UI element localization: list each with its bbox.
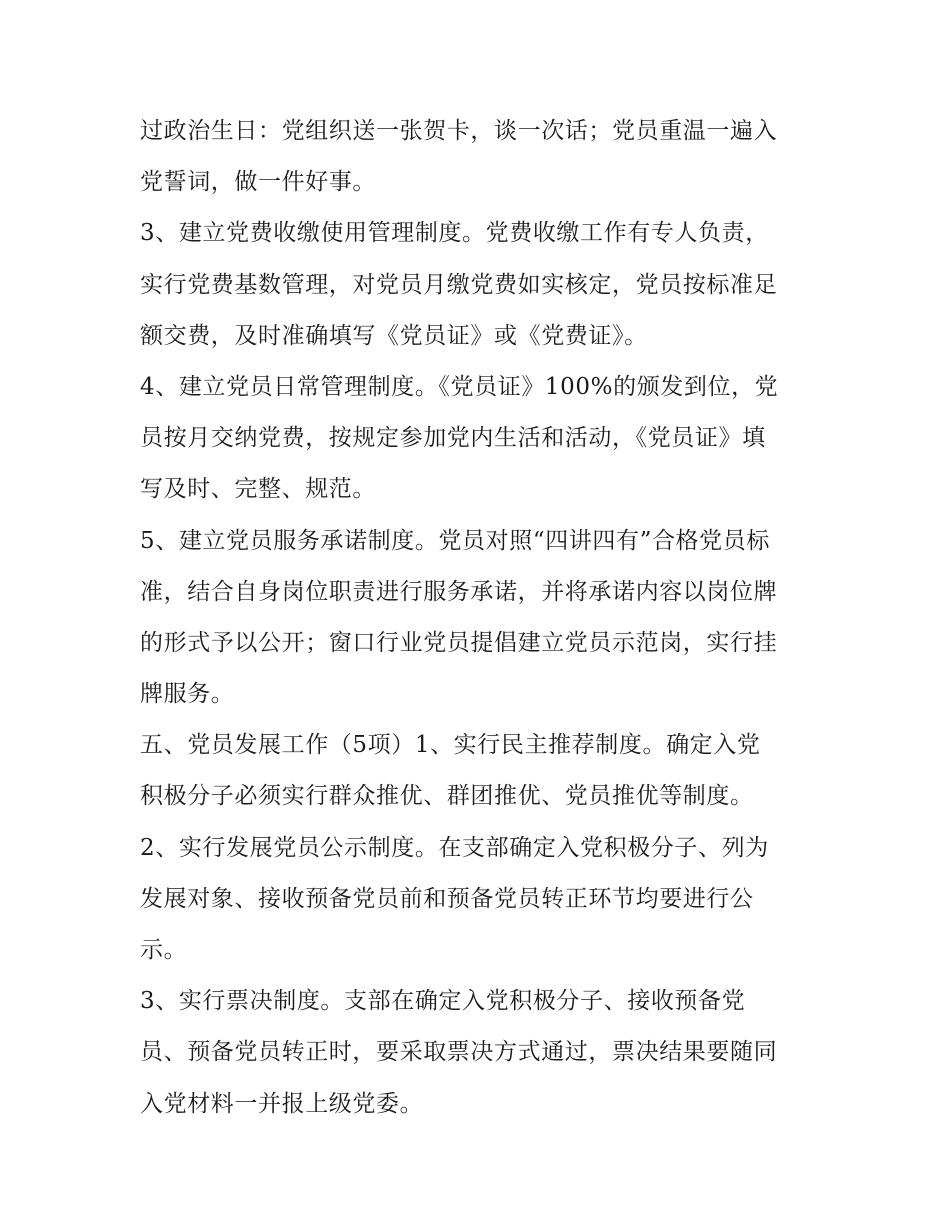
text-line: 4、建立党员日常管理制度。《党员证》100%的颁发到位，党 — [140, 373, 779, 400]
text-line: 过政治生日：党组织送一张贺卡，谈一次话；党员重温一遍入 — [140, 118, 778, 144]
text-line: 积极分子必须实行群众推优、群团推优、党员推优等制度。 — [140, 783, 754, 810]
text-line: 党誓词，做一件好事。 — [140, 169, 376, 196]
text-line: 员按月交纳党费，按规定参加党内生活和活动，《党员证》填 — [140, 425, 766, 452]
text-line: 的形式予以公开；窗口行业党员提倡建立党员示范岗，实行挂 — [140, 629, 778, 656]
text-line: 写及时、完整、规范。 — [140, 476, 376, 503]
text-line: 示。 — [140, 937, 188, 963]
text-line: 3、建立党费收缴使用管理制度。党费收缴工作有专人负责， — [140, 220, 769, 247]
text-line: 额交费，及时准确填写《党员证》或《党费证》。 — [140, 322, 648, 349]
text-line: 2、实行发展党员公示制度。在支部确定入党积极分子、列为 — [140, 834, 769, 861]
text-line: 3、实行票决制度。支部在确定入党积极分子、接收预备党 — [140, 988, 746, 1015]
text-line: 牌服务。 — [140, 681, 235, 708]
text-line: 员、预备党员转正时，要采取票决方式通过，票决结果要随同 — [140, 1039, 778, 1066]
text-line: 发展对象、接收预备党员前和预备党员转正环节均要进行公 — [140, 885, 754, 912]
text-line: 五、党员发展工作（5项）1、实行民主推荐制度。确定入党 — [140, 732, 761, 759]
text-line: 实行党费基数管理，对党员月缴党费如实核定，党员按标准足 — [140, 271, 778, 298]
text-line: 5、建立党员服务承诺制度。党员对照“四讲四有”合格党员标 — [140, 527, 770, 554]
document-body — [140, 106, 820, 1130]
text-line: 准，结合自身岗位职责进行服务承诺，并将承诺内容以岗位牌 — [140, 578, 778, 605]
text-line: 入党材料一并报上级党委。 — [140, 1090, 424, 1117]
